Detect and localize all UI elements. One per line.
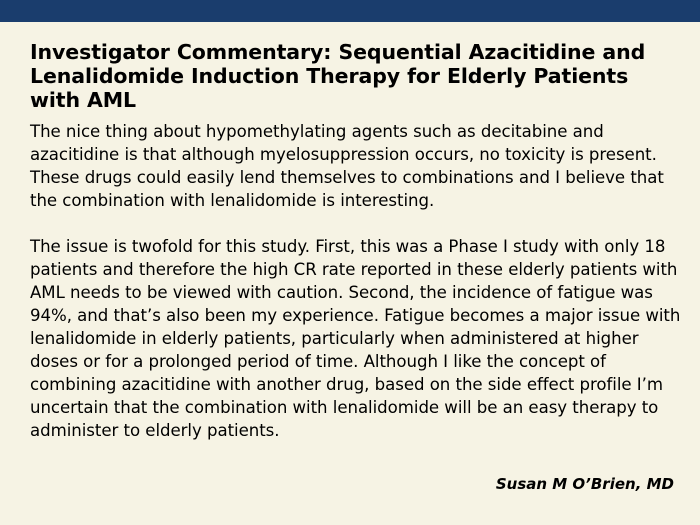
author-signature: Susan M O’Brien, MD [495,475,674,493]
commentary-body [30,120,685,442]
slide-title: Investigator Commentary: Sequential Azacitidine and Lenalidomide Induction Therapy for Elderly Patients with AML [30,40,646,112]
commentary-paragraph-2: The issue is twofold for this study. First, this was a Phase I study with only 18 patients and therefore the high CR rate reported in these elderly patients with AML needs to be viewed with caution. Second, the incidence of fatigue was 94%, and that’s also been my experience. Fatigue becomes a major issue with lenalidomide in elderly patients, particularly when administered at higher doses or for a prolonged period of time. Although I like the concept of combining azacitidine with another drug, based on the side effect profile I’m uncertain that the combination with lenalidomide will be an easy therapy to administer to elderly patients. [30,237,681,440]
top-bar [0,0,700,22]
commentary-paragraph-1: The nice thing about hypomethylating agents such as decitabine and azacitidine is that although myelosuppression occurs, no toxicity is present. These drugs could easily lend themselves to combinations and I believe that the combination with lenalidomide is interesting. [30,122,664,210]
